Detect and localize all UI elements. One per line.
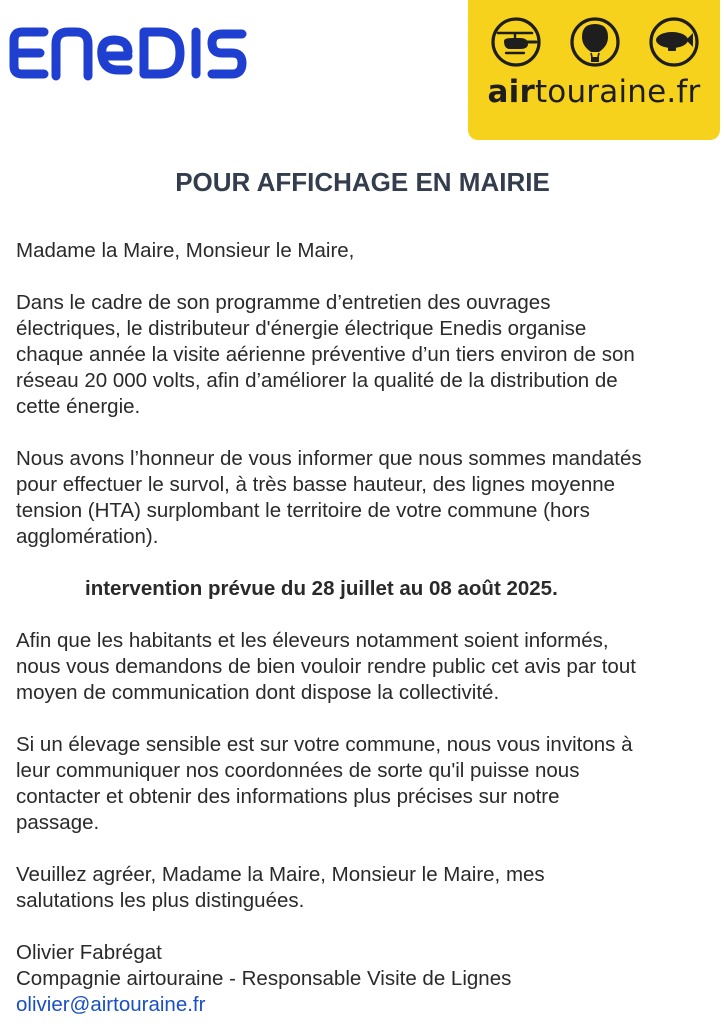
letter-paragraph-1: Dans le cadre de son programme d’entretien des ouvrages électriques, le distributeur d'énergie électrique Enedis organise chaque année la visite aérienne préventive d’un tiers environ de son réseau 20 000 volts, afin d’améliorer la qualité de la distribution de cette énergie. <box>16 291 635 418</box>
helicopter-icon <box>493 19 539 65</box>
letter-body <box>16 238 721 1018</box>
letter-paragraph-4: Si un élevage sensible est sur votre commune, nous vous invitons à leur communiquer nos coordonnées de sorte qu'il puisse nous contacter et obtenir des informations plus précises sur notre passage. <box>16 733 633 834</box>
signature-role: Compagnie airtouraine - Responsable Visite de Lignes <box>16 967 512 990</box>
airtouraine-wordmark <box>468 74 720 110</box>
hot-air-balloon-icon <box>572 19 618 65</box>
enedis-logo-mark <box>8 22 248 86</box>
letter-signature <box>16 940 721 1018</box>
airtouraine-wordmark-regular: touraine.fr <box>534 74 701 110</box>
letter-salutation: Madame la Maire, Monsieur le Maire, <box>16 239 355 262</box>
airtouraine-wordmark-bold: air <box>487 74 535 110</box>
signature-email-link[interactable]: olivier@airtouraine.fr <box>16 993 206 1016</box>
enedis-logo <box>8 22 248 86</box>
document-title: POUR AFFICHAGE EN MAIRIE <box>175 167 550 197</box>
signature-name: Olivier Fabrégat <box>16 941 162 964</box>
letter-paragraph-2: Nous avons l’honneur de vous informer que nous sommes mandatés pour effectuer le survol, à très basse hauteur, des lignes moyenne tension (HTA) surplombant le territoire de votre commune (hors agglomération). <box>16 447 642 548</box>
intervention-dates: intervention prévue du 28 juillet au 08 août 2025. <box>85 577 558 600</box>
airship-icon <box>651 19 697 65</box>
airtouraine-logo-icons <box>490 16 700 68</box>
letter-closing: Veuillez agréer, Madame la Maire, Monsieur le Maire, mes salutations les plus distinguées. <box>16 863 545 912</box>
airtouraine-logo <box>468 0 720 140</box>
letter-paragraph-3: Afin que les habitants et les éleveurs notamment soient informés, nous vous demandons de bien vouloir rendre public cet avis par tout moyen de communication dont dispose la collectivité. <box>16 629 636 704</box>
